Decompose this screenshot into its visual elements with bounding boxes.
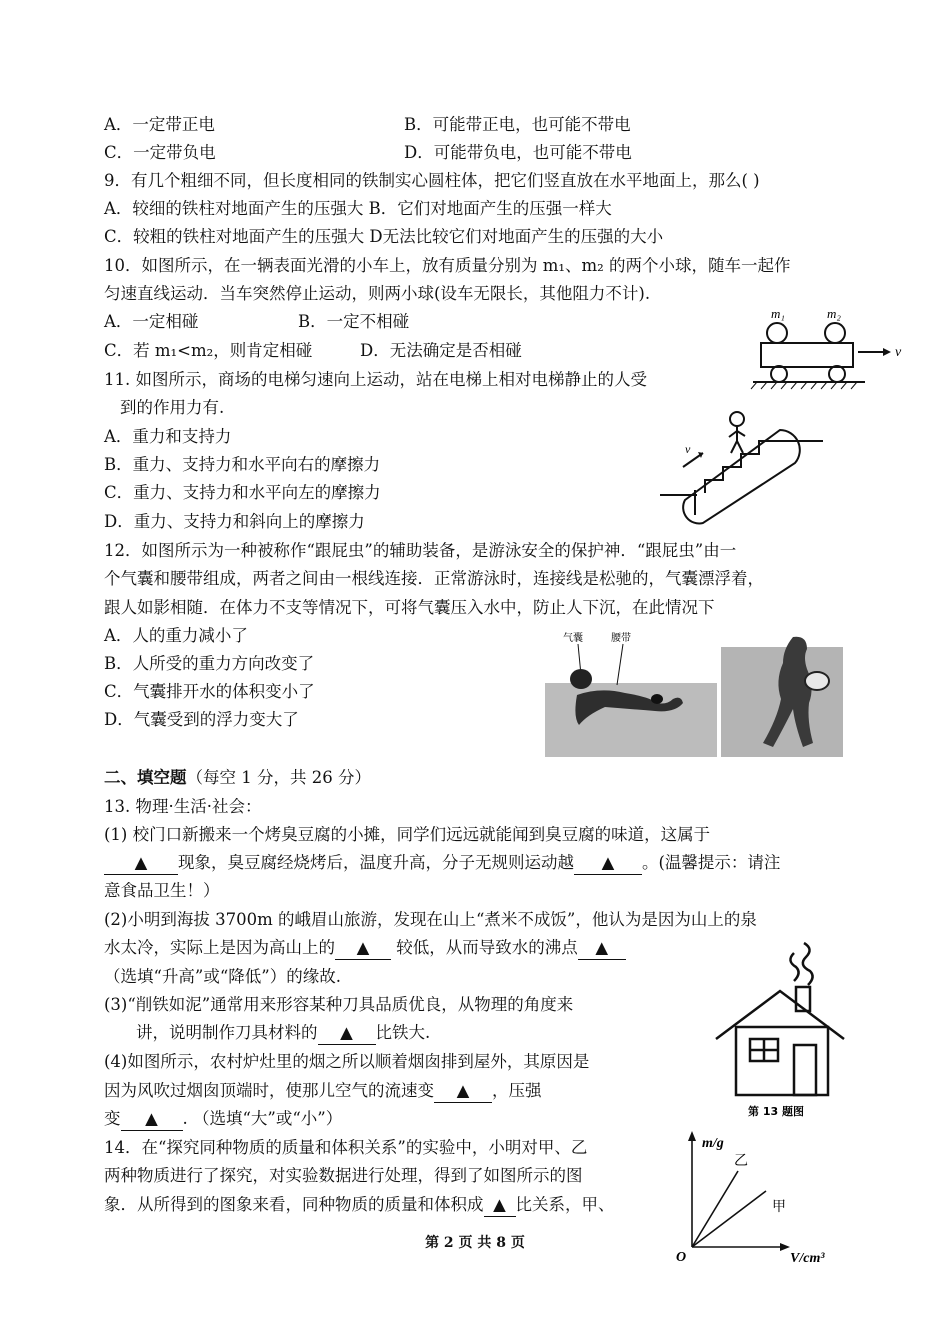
q8-option-b: B．可能带正电，也可能不带电 bbox=[404, 115, 631, 134]
q13-part4-text-a: 因为风吹过烟囱顶端时，使那儿空气的流速变 bbox=[104, 1081, 434, 1100]
answer-blank[interactable]: ▲ bbox=[104, 852, 178, 875]
q14-line1: 14．在“探究同种物质的质量和体积关系”的实验中，小明对甲、乙 bbox=[104, 1138, 588, 1157]
person-head bbox=[730, 412, 744, 426]
swimmer-photos bbox=[545, 625, 843, 757]
cart-figure bbox=[745, 302, 915, 392]
answer-blank[interactable]: ▲ bbox=[484, 1194, 516, 1217]
label-v: v bbox=[895, 345, 902, 360]
q10-option-b: B．一定不相碰 bbox=[298, 312, 410, 331]
escalator-figure bbox=[655, 405, 830, 530]
series-label-jia: 甲 bbox=[772, 1199, 786, 1215]
q13-part3-text-a: 讲，说明制作刀具材料的 bbox=[136, 1023, 318, 1042]
q13-part3-line1: (3)“削铁如泥”通常用来形容某种刀具品质优良，从物理的角度来 bbox=[104, 995, 574, 1014]
q11-option-b: B．重力、支持力和水平向右的摩擦力 bbox=[104, 455, 381, 474]
q11-option-d: D．重力、支持力和斜向上的摩擦力 bbox=[104, 512, 365, 531]
wheel-left bbox=[771, 366, 787, 382]
smoke bbox=[803, 943, 813, 985]
label-m2: m₂ bbox=[827, 306, 841, 321]
house-figure bbox=[712, 935, 852, 1120]
q12-option-a: A．人的重力减小了 bbox=[104, 626, 248, 645]
q11-option-c: C．重力、支持力和水平向左的摩擦力 bbox=[104, 483, 381, 502]
q13-part4-line1: (4)如图所示，农村炉灶里的烟之所以顺着烟囱排到屋外，其原因是 bbox=[104, 1052, 590, 1071]
q14-text-b: 比关系，甲、 bbox=[515, 1195, 615, 1214]
q13-part2-line1: (2)小明到海拔 3700m 的峨眉山旅游，发现在山上“煮米不成饭”，他认为是因为山上的泉 bbox=[104, 910, 757, 929]
q13-part3-text-b: 比铁大. bbox=[375, 1023, 431, 1042]
answer-blank[interactable]: ▲ bbox=[318, 1022, 376, 1045]
q12-option-d: D．气囊受到的浮力变大了 bbox=[104, 710, 299, 729]
y-axis-label: m/g bbox=[702, 1136, 724, 1151]
house-door bbox=[794, 1045, 816, 1095]
origin-label: O bbox=[676, 1250, 687, 1265]
label-belt: 腰带 bbox=[611, 633, 631, 644]
q13-part4-line2 bbox=[104, 1080, 542, 1103]
q13-part2-line3: （选填“升高”或“降低”）的缘故. bbox=[104, 967, 341, 986]
label-airbag: 气囊 bbox=[563, 633, 583, 644]
answer-blank[interactable]: ▲ bbox=[578, 937, 626, 960]
q13-part1-line2 bbox=[104, 852, 780, 875]
q13-part4-text-d: . （选填“大”或“小”） bbox=[182, 1109, 343, 1128]
series-label-yi: 乙 bbox=[734, 1153, 748, 1169]
q14-line2: 两种物质进行了探究，对实验数据进行处理，得到了如图所示的图 bbox=[104, 1166, 583, 1185]
x-axis-label: V/cm³ bbox=[790, 1251, 825, 1265]
q11-option-a: A．重力和支持力 bbox=[104, 427, 232, 446]
q14-text-a: 象．从所得到的图象来看，同种物质的质量和体积成 bbox=[104, 1195, 484, 1214]
q10-stem-line2: 匀速直线运动．当车突然停止运动，则两小球(设车无限长，其他阻力不计). bbox=[104, 284, 651, 303]
q10-stem-line1: 10．如图所示，在一辆表面光滑的小车上，放有质量分别为 m₁、m₂ 的两个小球，随车一起作 bbox=[104, 256, 791, 275]
ball-m2 bbox=[825, 323, 845, 343]
q13-part4-text-b: ，压强 bbox=[492, 1081, 542, 1100]
q10-option-d: D．无法确定是否相碰 bbox=[360, 341, 522, 360]
q13-part1-text-a: 现象，臭豆腐经烧烤后，温度升高，分子无规则运动越 bbox=[178, 853, 574, 872]
airbag-left bbox=[570, 669, 592, 689]
q13-part1-line1: (1) 校门口新搬来一个烤臭豆腐的小摊，同学们远远就能闻到臭豆腐的味道，这属于 bbox=[104, 825, 711, 844]
label-m1: m₁ bbox=[771, 306, 785, 321]
section-note: （每空 1 分，共 26 分） bbox=[186, 768, 371, 787]
answer-blank[interactable]: ▲ bbox=[121, 1108, 183, 1131]
q13-title: 13. 物理·生活·社会： bbox=[104, 797, 262, 816]
q10-option-c: C．若 m₁<m₂，则肯定相碰 bbox=[104, 341, 313, 360]
q8-option-d: D．可能带负电，也可能不带电 bbox=[404, 143, 632, 162]
answer-blank[interactable]: ▲ bbox=[574, 852, 642, 875]
q13-part2-text-a: 水太冷，实际上是因为高山上的 bbox=[104, 938, 335, 957]
q8-option-a: A．一定带正电 bbox=[104, 115, 215, 134]
q14-line3 bbox=[104, 1194, 615, 1217]
q10-option-a: A．一定相碰 bbox=[104, 312, 199, 331]
answer-blank[interactable]: ▲ bbox=[335, 937, 391, 960]
q9-options-cd: C．较粗的铁柱对地面产生的压强大 D无法比较它们对地面产生的压强的大小 bbox=[104, 227, 664, 246]
q13-part1-text-b: 。(温馨提示：请注 bbox=[642, 853, 781, 872]
q11-stem-line1: 11. 如图所示，商场的电梯匀速向上运动，站在电梯上相对电梯静止的人受 bbox=[104, 370, 647, 389]
section-title: 二、填空题 bbox=[104, 768, 187, 787]
q12-option-c: C．气囊排开水的体积变小了 bbox=[104, 682, 315, 701]
q12-stem-line2: 个气囊和腰带组成，两者之间由一根线连接．正常游泳时，连接线是松驰的，气囊漂浮着， bbox=[104, 569, 764, 588]
q8-option-c: C．一定带负电 bbox=[104, 143, 216, 162]
q9-stem: 9．有几个粗细不同，但长度相同的铁制实心圆柱体，把它们竖直放在水平地面上，那么( ) bbox=[104, 171, 760, 190]
q12-stem-line1: 12．如图所示为一种被称作“跟屁虫”的辅助装备，是游泳安全的保护神．“跟屁虫”由一 bbox=[104, 541, 737, 560]
q11-stem-line2: 到的作用力有. bbox=[120, 398, 225, 417]
q12-stem-line3: 跟人如影相随．在体力不支等情况下，可将气囊压入水中，防止人下沉，在此情况下 bbox=[104, 598, 715, 617]
q13-part2-line2 bbox=[104, 937, 626, 960]
figure-caption: 第 13 题图 bbox=[748, 1105, 804, 1118]
page-footer: 第 2 页 共 8 页 bbox=[425, 1235, 525, 1251]
answer-blank[interactable]: ▲ bbox=[434, 1080, 492, 1103]
q13-part1-line3: 意食品卫生！） bbox=[104, 881, 220, 900]
ball-m1 bbox=[767, 323, 787, 343]
q13-part4-text-c: 变 bbox=[104, 1109, 121, 1128]
label-v: v bbox=[685, 442, 691, 456]
q13-part3-line2 bbox=[136, 1022, 430, 1045]
q9-options-ab: A．较细的铁柱对地面产生的压强大 B．它们对地面产生的压强一样大 bbox=[104, 199, 612, 218]
q13-part4-line3 bbox=[104, 1108, 342, 1131]
cart-body bbox=[761, 343, 853, 367]
q12-option-b: B．人所受的重力方向改变了 bbox=[104, 654, 315, 673]
section-heading bbox=[104, 767, 371, 789]
escalator-belt bbox=[683, 430, 800, 523]
airbag-right bbox=[805, 672, 829, 690]
person-body bbox=[729, 426, 745, 453]
q13-part2-text-b: 较低，从而导致水的沸点 bbox=[391, 938, 578, 957]
wheel-right bbox=[829, 366, 845, 382]
